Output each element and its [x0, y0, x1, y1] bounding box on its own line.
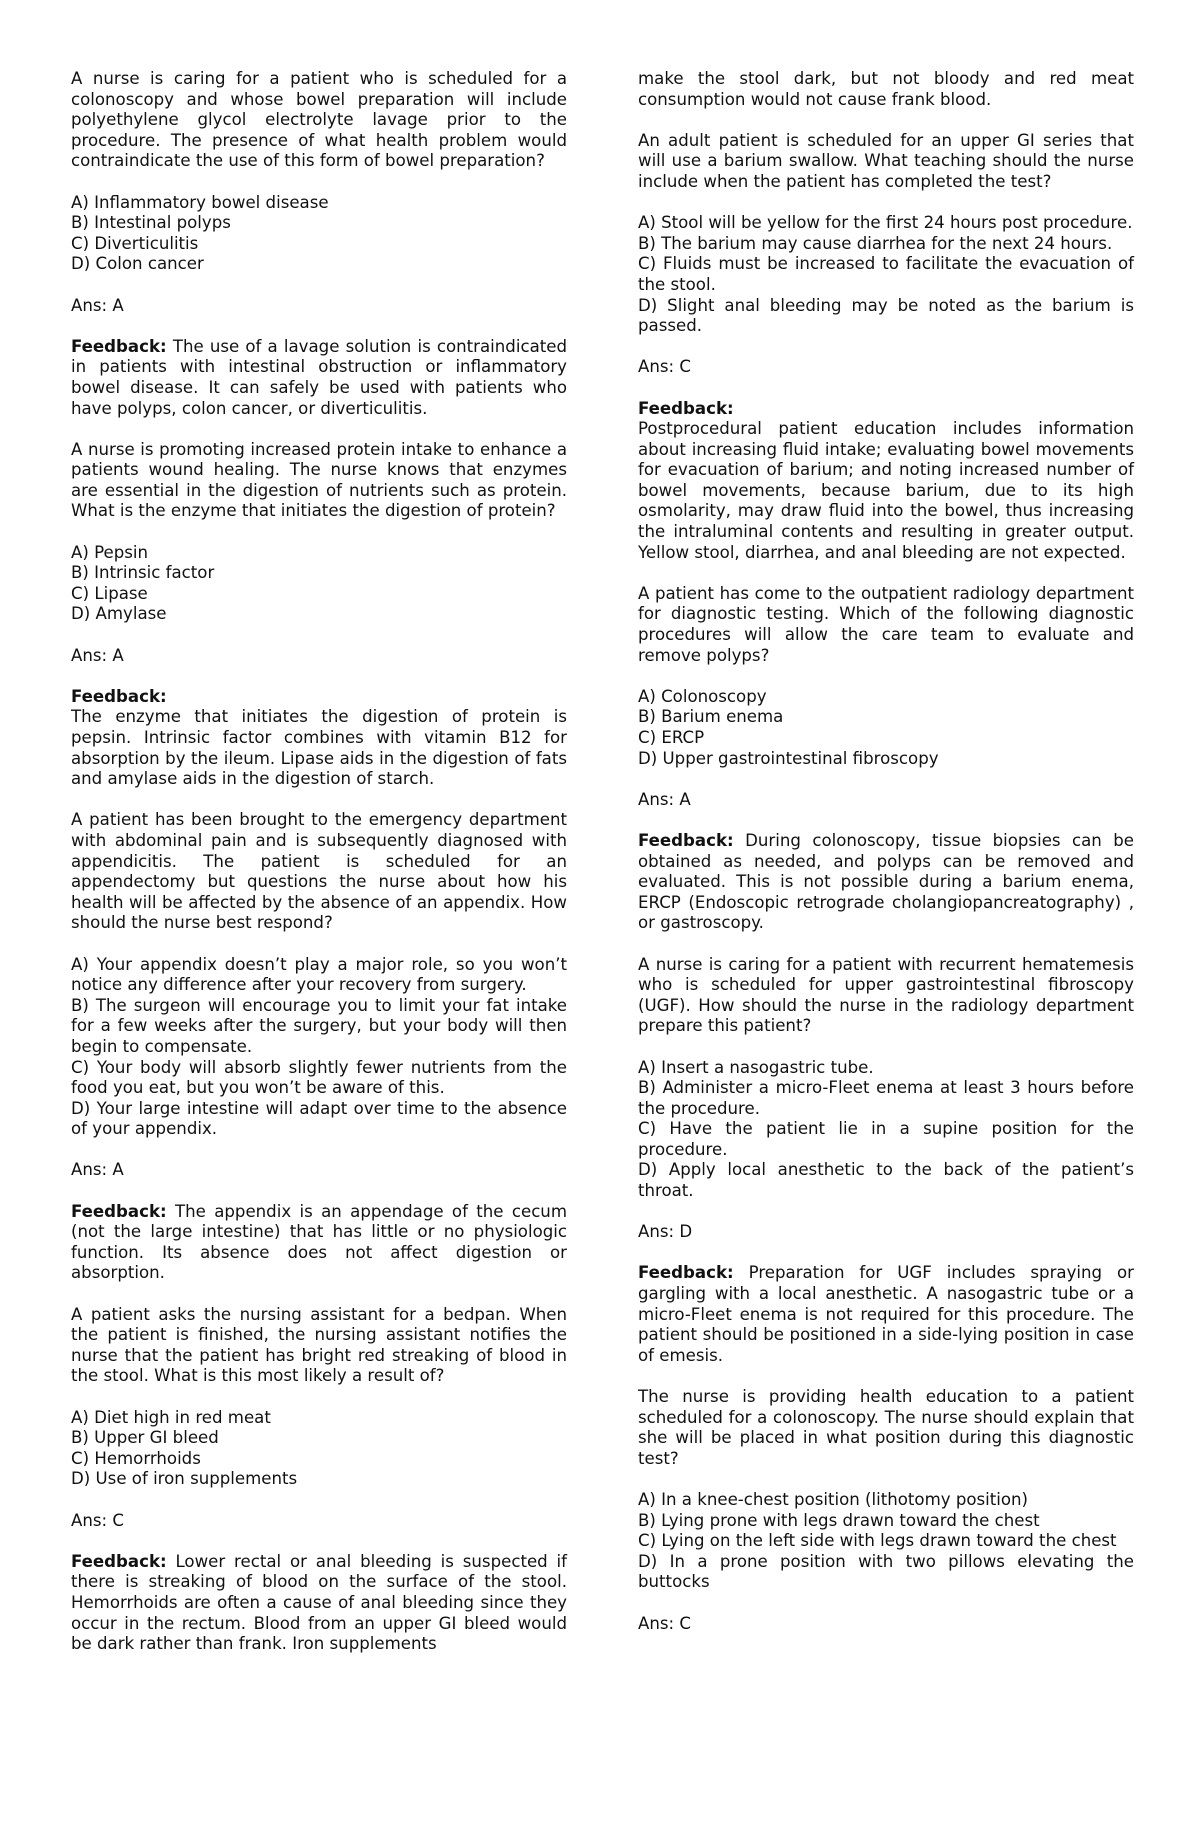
- answer: Ans: A: [71, 1160, 124, 1180]
- option: B) Barium enema: [638, 707, 784, 727]
- option: C) Have the patient lie in a supine position for the procedure.: [638, 1119, 1134, 1159]
- left-column: [71, 69, 567, 1655]
- feedback: [71, 337, 567, 419]
- feedback-text: The appendix is an appendage of the cecum (not the large intestine) that has little or no physiologic function. Its absence does not affect digestion or absorption.: [71, 1201, 567, 1283]
- option: D) Upper gastrointestinal fibroscopy: [638, 748, 939, 768]
- option: A) Pepsin: [71, 542, 149, 562]
- options-list: [71, 193, 567, 275]
- question-text: The nurse is providing health education to a patient scheduled for a colonoscopy. The nurse should explain that she will be placed in what position during this diagnostic test?: [638, 1387, 1134, 1468]
- feedback: [71, 1552, 567, 1655]
- answer: Ans: A: [71, 645, 124, 665]
- feedback-label: Feedback:: [638, 398, 734, 418]
- feedback-text: The use of a lavage solution is contraindicated in patients with intestinal obstruction or inflammatory bowel disease. It can safely be used with patients who have polyps, colon cancer, or diverticulitis.: [71, 336, 567, 418]
- options-list: [71, 543, 567, 625]
- options-list: [638, 687, 1134, 769]
- option: C) Your body will absorb slightly fewer nutrients from the food you eat, but you won’t be aware of this.: [71, 1057, 567, 1098]
- answer: Ans: C: [638, 1613, 691, 1633]
- option: B) Upper GI bleed: [71, 1428, 219, 1448]
- feedback-text: Postprocedural patient education includes information about increasing fluid intake; evaluating bowel movements for evacuation of barium; and noting increased number of bowel movements, because barium, due to its high osmolarity, may draw fluid into the bowel, thus increasing the intraluminal contents and resulting in greater output. Yellow stool, diarrhea, and anal bleeding are not expected.: [638, 419, 1134, 562]
- option: D) Slight anal bleeding may be noted as the barium is passed.: [638, 295, 1134, 336]
- option: D) In a prone position with two pillows elevating the buttocks: [638, 1551, 1134, 1592]
- question-text: A patient has been brought to the emergency department with abdominal pain and is subsequently diagnosed with appendicitis. The patient is scheduled for an appendectomy but questions the nurse about how his health will be affected by the absence of an appendix. How should the nurse best respond?: [71, 810, 567, 933]
- option: C) Lying on the left side with legs drawn toward the chest: [638, 1531, 1117, 1551]
- option: B) Lying prone with legs drawn toward the chest: [638, 1510, 1040, 1530]
- question-text: A patient has come to the outpatient radiology department for diagnostic testing. Which of the following diagnostic procedures will allow the care team to evaluate and remove polyps?: [638, 583, 1134, 665]
- feedback-label: Feedback:: [71, 1551, 167, 1571]
- question-text: A nurse is caring for a patient with recurrent hematemesis who is scheduled for upper gastrointestinal fibroscopy (UGF). How should the nurse in the radiology department prepare this patient?: [638, 954, 1134, 1036]
- question-text: A patient asks the nursing assistant for a bedpan. When the patient is finished, the nursing assistant notifies the nurse that the patient has bright red streaking of blood in the stool. What is this most likely a result of?: [71, 1304, 567, 1386]
- feedback: [638, 831, 1134, 934]
- feedback-label: Feedback:: [71, 336, 167, 356]
- option: C) Diverticulitis: [71, 233, 199, 253]
- answer: Ans: C: [638, 357, 691, 377]
- answer: Ans: A: [638, 789, 691, 809]
- option: D) Amylase: [71, 604, 167, 624]
- option: A) Stool will be yellow for the first 24 hours post procedure.: [638, 213, 1133, 233]
- answer: Ans: C: [71, 1510, 124, 1530]
- options-list: [71, 1408, 567, 1490]
- question-text: A nurse is caring for a patient who is scheduled for a colonoscopy and whose bowel preparation will include polyethylene glycol electrolyte lavage prior to the procedure. The presence of what health problem would contraindicate the use of this form of bowel preparation?: [71, 69, 567, 171]
- option: D) Colon cancer: [71, 254, 204, 274]
- feedback: [638, 399, 1134, 564]
- option: A) Inflammatory bowel disease: [71, 192, 329, 212]
- option: C) Hemorrhoids: [71, 1448, 201, 1468]
- options-list: [71, 955, 567, 1140]
- option: B) The barium may cause diarrhea for the next 24 hours.: [638, 233, 1113, 253]
- option: C) Fluids must be increased to facilitate the evacuation of the stool.: [638, 254, 1134, 294]
- option: B) Administer a micro-Fleet enema at least 3 hours before the procedure.: [638, 1078, 1134, 1118]
- option: A) In a knee-chest position (lithotomy position): [638, 1489, 1029, 1509]
- feedback-continued: make the stool dark, but not bloody and red meat consumption would not cause frank blood.: [638, 69, 1134, 109]
- option: B) The surgeon will encourage you to limit your fat intake for a few weeks after the surgery, but your body will then begin to compensate.: [71, 995, 567, 1056]
- option: C) Lipase: [71, 583, 148, 603]
- feedback-label: Feedback:: [638, 830, 734, 850]
- option: A) Insert a nasogastric tube.: [638, 1057, 874, 1077]
- options-list: [638, 213, 1134, 337]
- feedback-label: Feedback:: [638, 1263, 734, 1283]
- answer: Ans: A: [71, 295, 124, 315]
- option: A) Diet high in red meat: [71, 1407, 271, 1427]
- option: A) Your appendix doesn’t play a major role, so you won’t notice any difference after your recovery from surgery.: [71, 954, 567, 995]
- feedback-text: Preparation for UGF includes spraying or gargling with a local anesthetic. A nasogastric tube or a micro-Fleet enema is not required for this procedure. The patient should be positioned in a side-lying position in case of emesis.: [638, 1263, 1134, 1365]
- feedback-text: Lower rectal or anal bleeding is suspected if there is streaking of blood on the surface of the stool. Hemorrhoids are often a cause of anal bleeding since they occur in the rectum. Blood from an upper GI bleed would be dark rather than frank. Iron supplements: [71, 1551, 567, 1654]
- question-text: An adult patient is scheduled for an upper GI series that will use a barium swallow. What teaching should the nurse include when the patient has completed the test?: [638, 130, 1134, 191]
- question-text: A nurse is promoting increased protein intake to enhance a patients wound healing. The nurse knows that enzymes are essential in the digestion of nutrients such as protein. What is the enzyme that initiates the digestion of protein?: [71, 439, 567, 521]
- option: D) Apply local anesthetic to the back of the patient’s throat.: [638, 1160, 1134, 1201]
- feedback: [71, 687, 567, 790]
- feedback-text: During colonoscopy, tissue biopsies can be obtained as needed, and polyps can be removed and evaluated. This is not possible during a barium enema, ERCP (Endoscopic retrograde cholangiopancreatography) , or gastroscopy.: [638, 830, 1134, 933]
- options-list: [638, 1058, 1134, 1202]
- feedback-text: The enzyme that initiates the digestion of protein is pepsin. Intrinsic factor combines with vitamin B12 for absorption by the ileum. Lipase aids in the digestion of fats and amylase aids in the digestion of starch.: [71, 707, 567, 789]
- option: D) Your large intestine will adapt over time to the absence of your appendix.: [71, 1098, 567, 1139]
- option: D) Use of iron supplements: [71, 1469, 298, 1489]
- feedback: [71, 1202, 567, 1284]
- option: B) Intestinal polyps: [71, 213, 231, 233]
- options-list: [638, 1490, 1134, 1593]
- option: C) ERCP: [638, 728, 705, 747]
- feedback: [638, 1263, 1134, 1366]
- answer: Ans: D: [638, 1222, 693, 1242]
- option: A) Colonoscopy: [638, 686, 767, 706]
- feedback-label: Feedback:: [71, 1201, 167, 1221]
- option: B) Intrinsic factor: [71, 563, 215, 583]
- right-column: [638, 69, 1134, 1634]
- feedback-label: Feedback:: [71, 686, 167, 706]
